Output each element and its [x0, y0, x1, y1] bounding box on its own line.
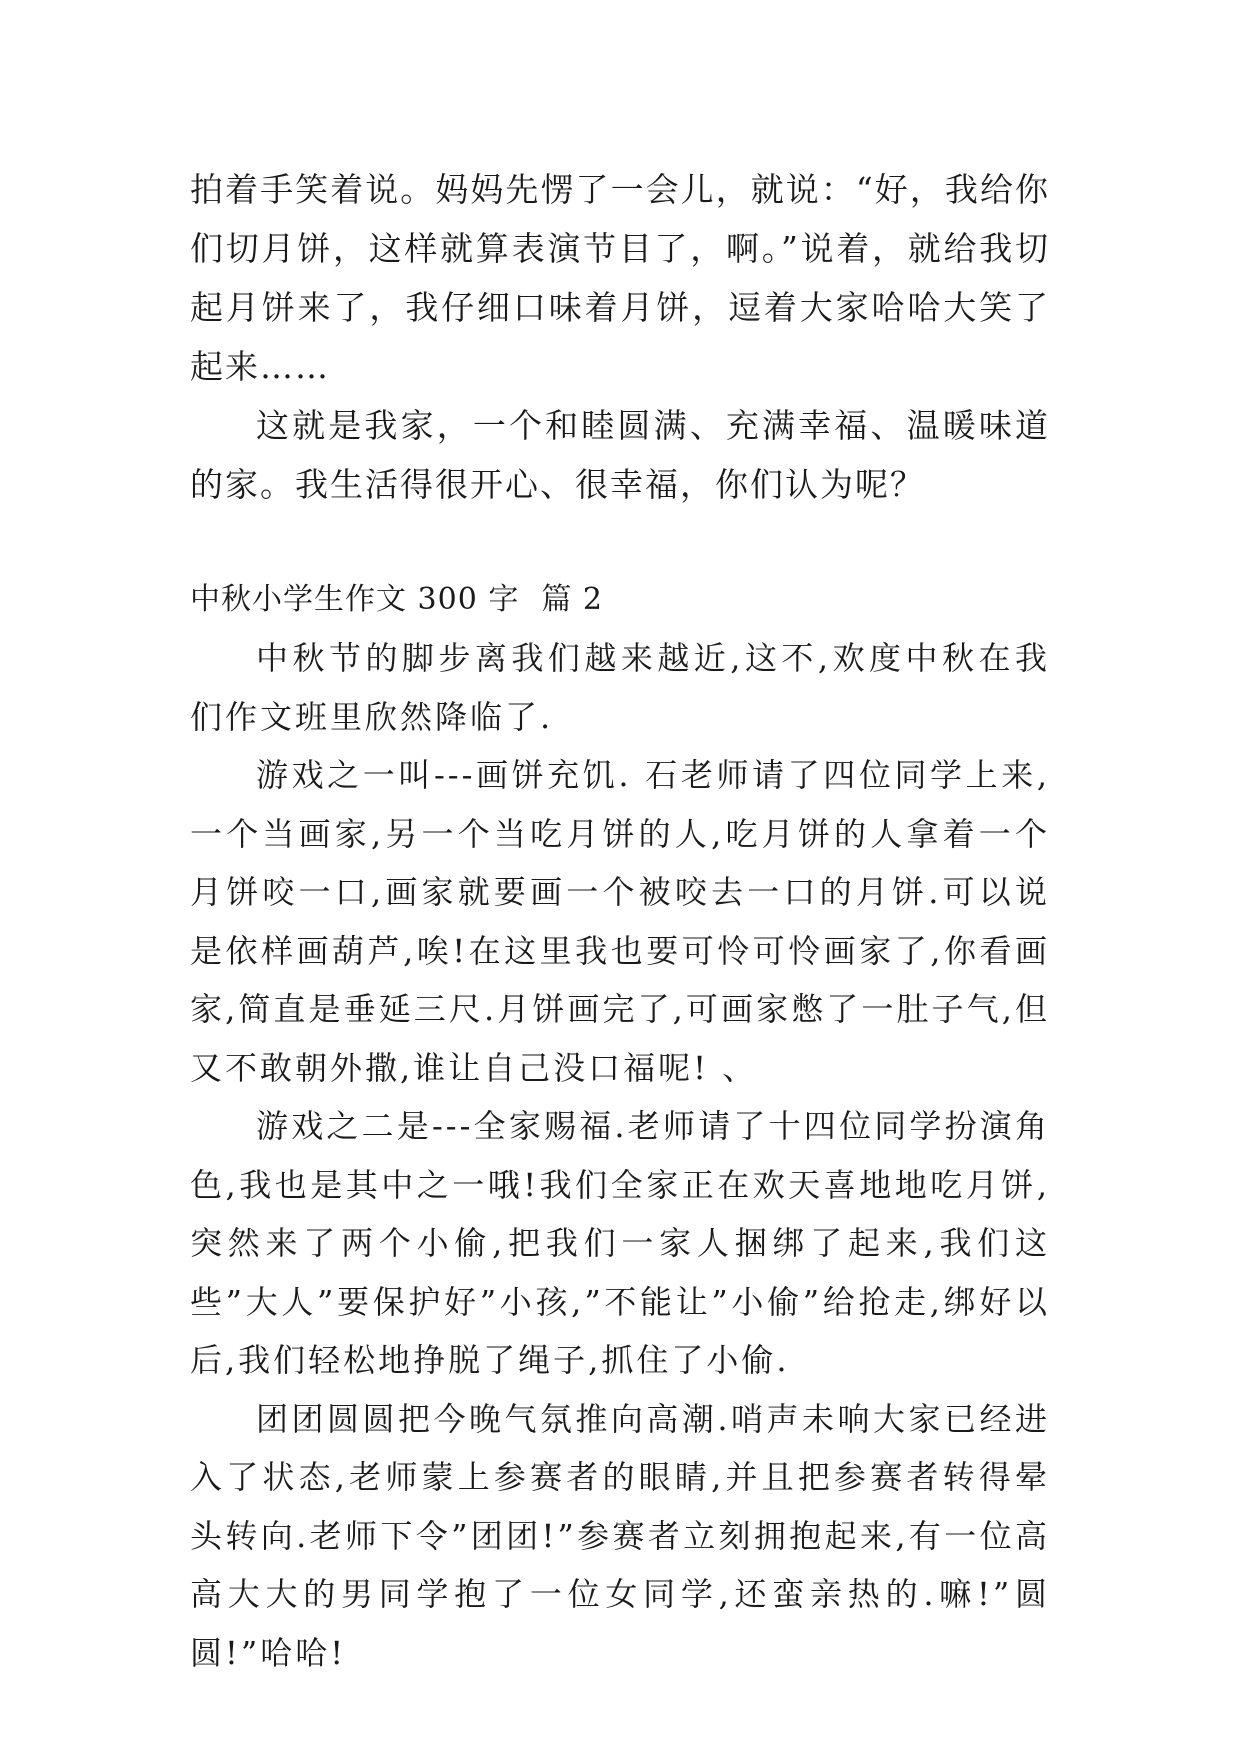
paragraph: 游戏之二是---全家赐福.老师请了十四位同学扮演角色,我也是其中之一哦!我们全家正在欢天喜地地吃月饼,突然来了两个小偷,把我们一家人捆绑了起来,我们这些”大人”要保护好”小孩,”不能让”小偷”给抢走,绑好以后,我们轻松地挣脱了绳子,抓住了小偷.: [190, 1107, 1050, 1379]
paragraph: 中秋节的脚步离我们越来越近,这不,欢度中秋在我们作文班里欣然降临了.: [190, 639, 1050, 736]
part-1: [190, 160, 1050, 514]
paragraph: 游戏之一叫---画饼充饥. 石老师请了四位同学上来,一个当画家,另一个当吃月饼的人,吃月饼的人拿着一个月饼咬一口,画家就要画一个被咬去一口的月饼.可以说是依样画葫芦,唉!在这里我也要可怜可怜画家了,你看画家,简直是垂延三尺.月饼画完了,可画家憋了一肚子气,但又不敢朝外撒,谁让自己没口福呢! 、: [190, 756, 1050, 1087]
paragraph: 拍着手笑着说。妈妈先愣了一会儿，就说：“好，我给你们切月饼，这样就算表演节目了，啊。”说着，就给我切起月饼来了，我仔细口味着月饼，逗着大家哈哈大笑了起来……: [190, 170, 1050, 386]
section-heading: [190, 570, 1050, 629]
heading-title: 中秋小学生作文 300 字: [190, 582, 520, 617]
document-page: [190, 160, 1050, 1682]
paragraph: 这就是我家，一个和睦圆满、充满幸福、温暖味道的家。我生活得很开心、很幸福，你们认为呢？: [190, 406, 1050, 504]
paragraph: 团团圆圆把今晚气氛推向高潮.哨声未响大家已经进入了状态,老师蒙上参赛者的眼睛,并且把参赛者转得晕头转向.老师下令”团团!”参赛者立刻拥抱起来,有一位高高大大的男同学抱了一位女同学,还蛮亲热的.嘛!”圆圆!”哈哈!: [190, 1399, 1050, 1672]
part-2: [190, 629, 1050, 1682]
heading-section: 篇 2: [541, 582, 603, 617]
